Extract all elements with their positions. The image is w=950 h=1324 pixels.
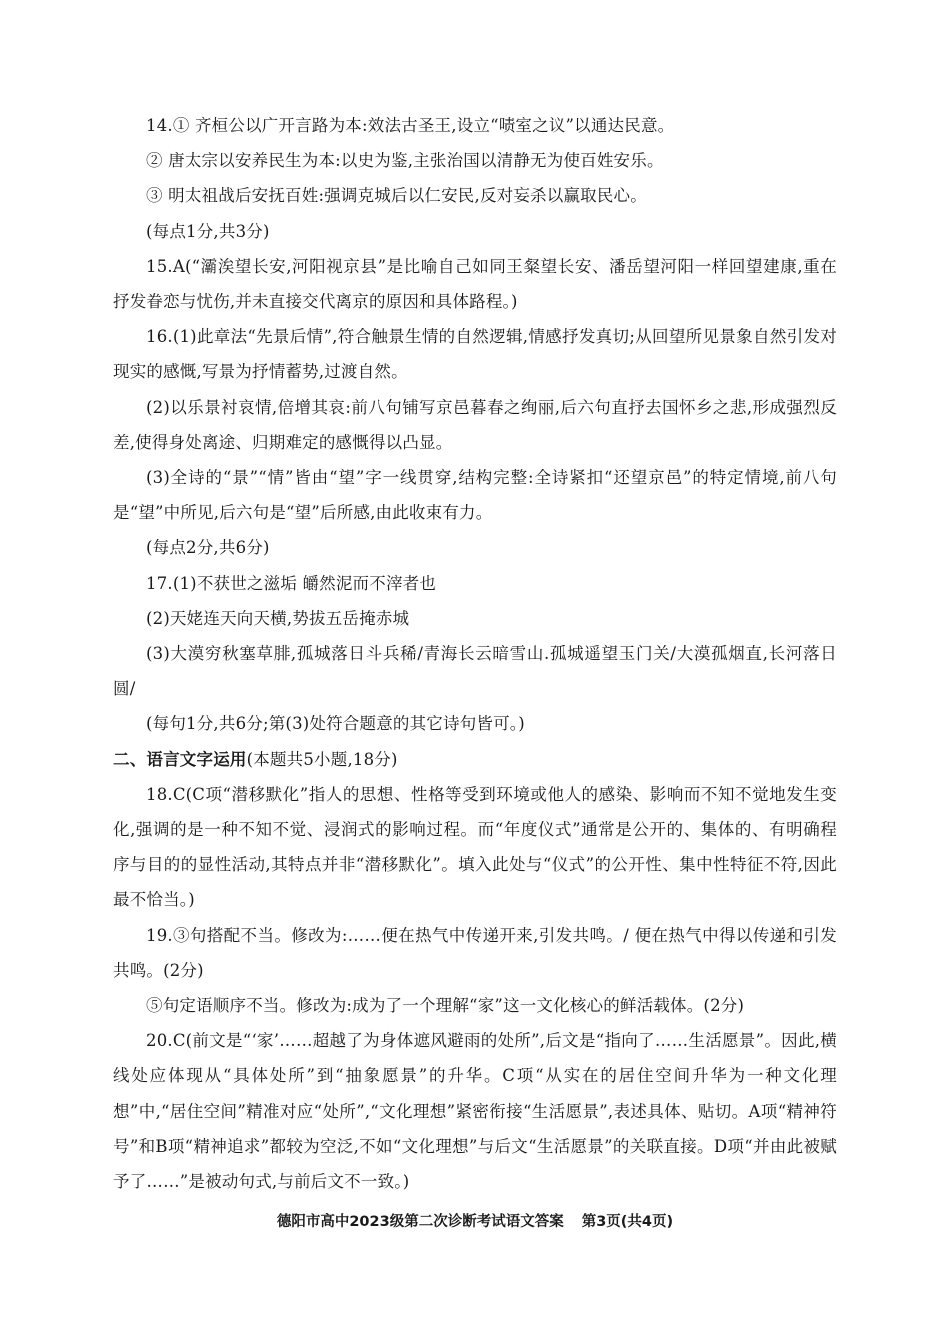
answer-page: [113, 108, 837, 1199]
answer-19-2: ⑤句定语顺序不当。修改为:成为了一个理解“家”这一文化核心的鲜活载体。(2分): [146, 996, 745, 1016]
answer-14-1: 14.① 齐桓公以广开言路为本:效法古圣王,设立“啧室之议”以通达民意。: [146, 116, 675, 135]
answer-14-3: ③ 明太祖战后安抚百姓:强调克城后以仁安民,反对妄杀以赢取民心。: [146, 186, 647, 206]
answer-15: 15.A(“灞涘望长安,河阳视京县”是比喻自己如同王粲望长安、潘岳望河阳一样回望建康,重在抒发眷恋与忧伤,并未直接交代离京的原因和具体路程。): [113, 256, 837, 312]
answer-17-score: (每句1分,共6分;第(3)处符合题意的其它诗句皆可。): [146, 714, 525, 734]
answer-17-1: 17.(1)不获世之滋垢 皭然泥而不滓者也: [146, 573, 437, 593]
answer-14-2: ② 唐太宗以安养民生为本:以史为鉴,主张治国以清静无为使百姓安乐。: [146, 151, 664, 171]
footer-page-number: 第3页(共4页): [581, 1214, 674, 1230]
answer-18: 18.C(C项“潜移默化”指人的思想、性格等受到环境或他人的感染、影响而不知不觉地发生变化,强调的是一种不知不觉、浸润式的影响过程。而“年度仪式”通常是公开的、集体的、有明确程序与目的的显性活动,其特点并非“潜移默化”。填入此处与“仪式”的公开性、集中性特征不符,因此最不恰当。): [113, 784, 837, 910]
answer-17-2: (2)天姥连天向天横,势拔五岳掩赤城: [146, 608, 410, 628]
section-title: 二、语言文字运用: [113, 749, 247, 769]
page-footer: [0, 1210, 950, 1231]
section-heading: [113, 742, 837, 777]
answer-16-2: (2)以乐景衬哀情,倍增其哀:前八句铺写京邑暮春之绚丽,后六句直抒去国怀乡之悲,形成强烈反差,使得身处离途、归期难定的感慨得以凸显。: [113, 397, 837, 452]
answer-16-score: (每点2分,共6分): [146, 538, 270, 558]
answer-16-3: (3)全诗的“景”“情”皆由“望”字一线贯穿,结构完整:全诗紧扣“还望京邑”的特定情境,前八句是“望”中所见,后六句是“望”后所感,由此收束有力。: [113, 468, 837, 523]
answer-16-1: 16.(1)此章法“先景后情”,符合触景生情的自然逻辑,情感抒发真切;从回望所见景象自然引发对现实的感慨,写景为抒情蓄势,过渡自然。: [113, 327, 837, 382]
footer-title: 德阳市高中2023级第二次诊断考试语文答案: [276, 1214, 564, 1230]
answer-19-1: 19.③句搭配不当。修改为:……便在热气中传递开来,引发共鸣。/ 便在热气中得以传递和引发共鸣。(2分): [113, 925, 837, 980]
section-subtitle: (本题共5小题,18分): [246, 749, 398, 769]
answer-14-score: (每点1分,共3分): [146, 221, 270, 241]
answer-17-3: (3)大漠穷秋塞草腓,孤城落日斗兵稀/青海长云暗雪山.孤城遥望玉门关/大漠孤烟直,长河落日圆/: [113, 644, 837, 699]
answer-20: 20.C(前文是“‘家’……超越了为身体遮风避雨的处所”,后文是“指向了……生活愿景”。因此,横线处应体现从“具体处所”到“抽象愿景”的升华。C项“从实在的居住空间升华为一种文化理想”中,“居住空间”精准对应“处所”,“文化理想”紧密衔接“生活愿景”,表述具体、贴切。A项“精神符号”和B项“精神追求”都较为空泛,不如“文化理想”与后文“生活愿景”的关联直接。D项“并由此被赋予了……”是被动句式,与前后文不一致。): [113, 1031, 837, 1192]
